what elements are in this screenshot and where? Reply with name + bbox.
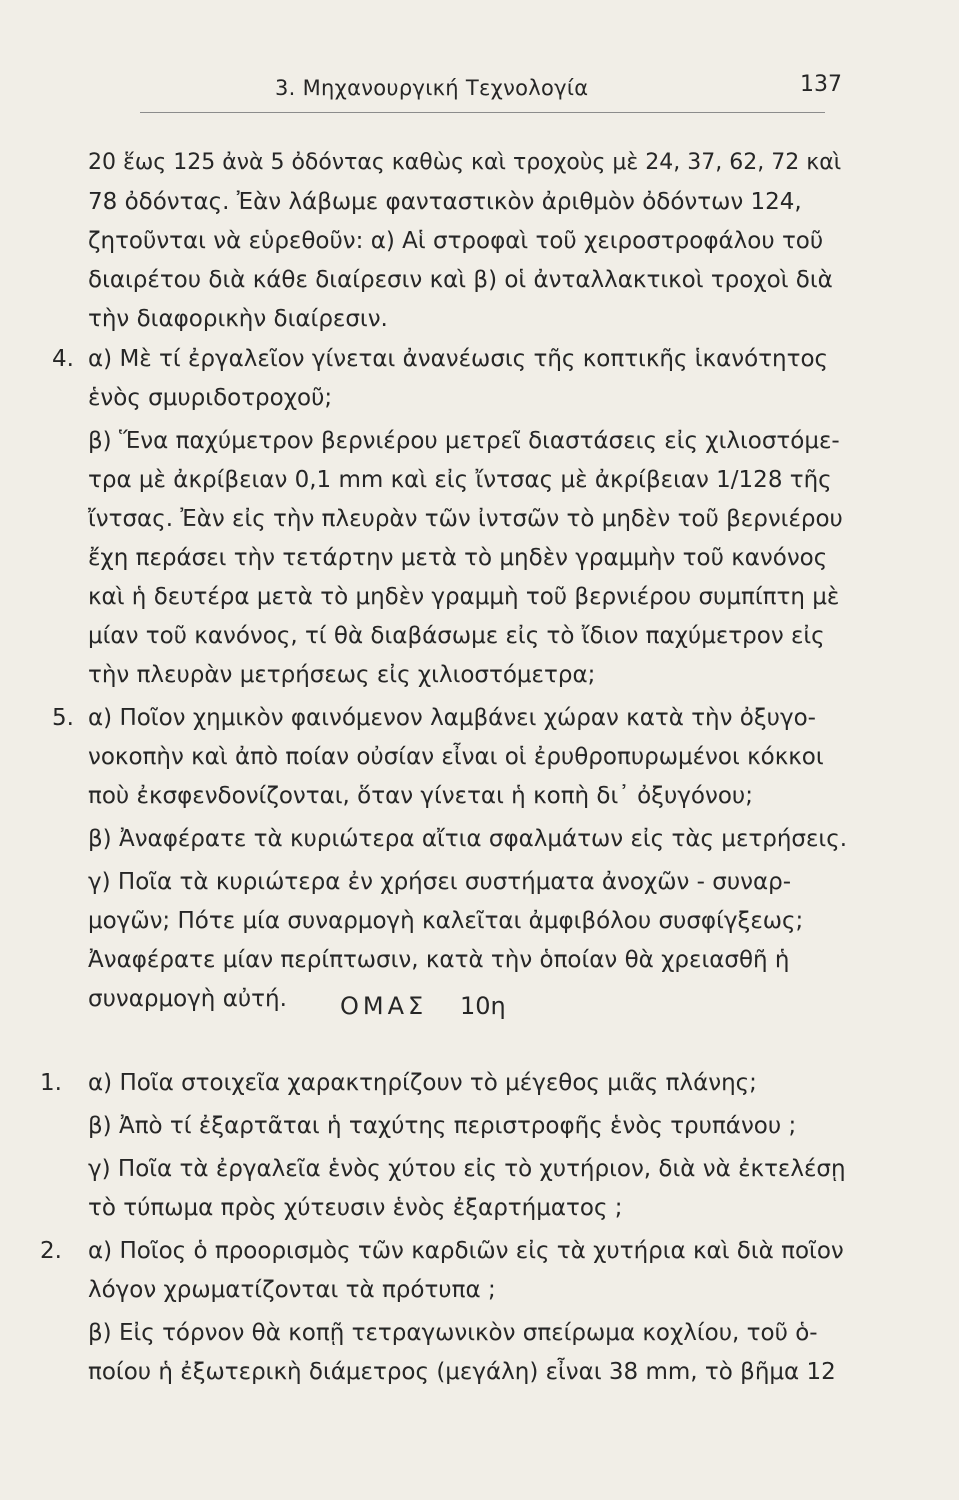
page-number: 137 (800, 72, 842, 97)
text-line: γ) Ποῖα τὰ ἐργαλεῖα ἑνὸς χύτου εἰς τὸ χυτήριον, διὰ νὰ ἐκτελέσῃ (88, 1156, 846, 1182)
text-line: 20 ἕως 125 ἀνὰ 5 ὀδόντας καθὼς καὶ τροχοὺς μὲ 24, 37, 62, 72 καὶ (88, 150, 842, 175)
text-line: διαιρέτου διὰ κάθε διαίρεσιν καὶ β) οἱ ἀνταλλακτικοὶ τροχοὶ διὰ (88, 267, 833, 293)
header-rule (140, 112, 825, 113)
text-line: α) Μὲ τί ἐργαλεῖον γίνεται ἀνανέωσις τῆς κοπτικῆς ἱκανότητος (88, 346, 829, 372)
item-number: 4. (52, 346, 74, 372)
text-line: γ) Ποῖα τὰ κυριώτερα ἐν χρήσει συστήματα ἀνοχῶν - συναρ- (88, 869, 792, 895)
text-line: μογῶν; Πότε μία συναρμογὴ καλεῖται ἀμφιβόλου συσφίγξεως; (88, 908, 804, 934)
text-line: β) Εἰς τόρνον θὰ κοπῇ τετραγωνικὸν σπείρωμα κοχλίου, τοῦ ὁ- (88, 1320, 818, 1346)
text-line: α) Ποῖον χημικὸν φαινόμενον λαμβάνει χώραν κατὰ τὴν ὀξυγο- (88, 705, 816, 731)
text-line: ζητοῦνται νὰ εὑρεθοῦν: α) Αἱ στροφαὶ τοῦ χειροστροφάλου τοῦ (88, 228, 824, 254)
text-line: τρα μὲ ἀκρίβειαν 0,1 mm καὶ εἰς ἴντσας μὲ ἀκρίβειαν 1/128 τῆς (88, 467, 832, 493)
text-line: α) Ποῖος ὁ προορισμὸς τῶν καρδιῶν εἰς τὰ χυτήρια καὶ διὰ ποῖον (88, 1238, 844, 1264)
text-line: 78 ὀδόντας. Ἐὰν λάβωμε φανταστικὸν ἀριθμὸν ὀδόντων 124, (88, 189, 802, 215)
text-line: μίαν τοῦ κανόνος, τί θὰ διαβάσωμε εἰς τὸ ἴδιον παχύμετρον εἰς (88, 623, 825, 649)
text-line: β) Ἀναφέρατε τὰ κυριώτερα αἴτια σφαλμάτων εἰς τὰς μετρήσεις. (88, 826, 847, 852)
item-number: 1. (40, 1070, 62, 1096)
text-line: β) Ἀπὸ τί ἐξαρτᾶται ἡ ταχύτης περιστροφῆς ἑνὸς τρυπάνου ; (88, 1113, 797, 1139)
section-title-suffix: 10η (460, 992, 506, 1020)
text-line: ποίου ἡ ἐξωτερικὴ διάμετρος (μεγάλη) εἶναι 38 mm, τὸ βῆμα 12 (88, 1359, 836, 1385)
text-line: τὴν πλευρὰν μετρήσεως εἰς χιλιοστόμετρα; (88, 662, 596, 688)
text-line: ἔχη περάσει τὴν τετάρτην μετὰ τὸ μηδὲν γραμμὴν τοῦ κανόνος (88, 545, 828, 571)
section-title: ΟΜΑΣ (340, 992, 428, 1020)
running-head: 3. Μηχανουργική Τεχνολογία (275, 76, 589, 100)
text-line: ποὺ ἐκσφενδονίζονται, ὅταν γίνεται ἡ κοπὴ δι᾿ ὀξυγόνου; (88, 783, 753, 809)
item-number: 2. (40, 1238, 62, 1264)
text-line: β) Ἕνα παχύμετρον βερνιέρου μετρεῖ διαστάσεις εἰς χιλιοστόμε- (88, 428, 840, 454)
text-line: καὶ ἡ δευτέρα μετὰ τὸ μηδὲν γραμμὴ τοῦ βερνιέρου συμπίπτη μὲ (88, 584, 840, 610)
item-number: 5. (52, 705, 74, 731)
text-line: συναρμογὴ αὐτή. (88, 986, 287, 1012)
text-line: α) Ποῖα στοιχεῖα χαρακτηρίζουν τὸ μέγεθος μιᾶς πλάνης; (88, 1070, 757, 1096)
text-line: τὴν διαφορικὴν διαίρεσιν. (88, 306, 388, 332)
text-line: ἑνὸς σμυριδοτροχοῦ; (88, 385, 333, 411)
text-line: Ἀναφέρατε μίαν περίπτωσιν, κατὰ τὴν ὁποίαν θὰ χρειασθῆ ἡ (88, 947, 790, 973)
text-line: λόγον χρωματίζονται τὰ πρότυπα ; (88, 1277, 496, 1303)
text-line: νοκοπὴν καὶ ἀπὸ ποίαν οὐσίαν εἶναι οἱ ἐρυθροπυρωμένοι κόκκοι (88, 744, 824, 770)
text-line: τὸ τύπωμα πρὸς χύτευσιν ἑνὸς ἐξαρτήματος ; (88, 1195, 623, 1221)
text-line: ἴντσας. Ἐὰν εἰς τὴν πλευρὰν τῶν ἰντσῶν τὸ μηδὲν τοῦ βερνιέρου (88, 506, 843, 532)
